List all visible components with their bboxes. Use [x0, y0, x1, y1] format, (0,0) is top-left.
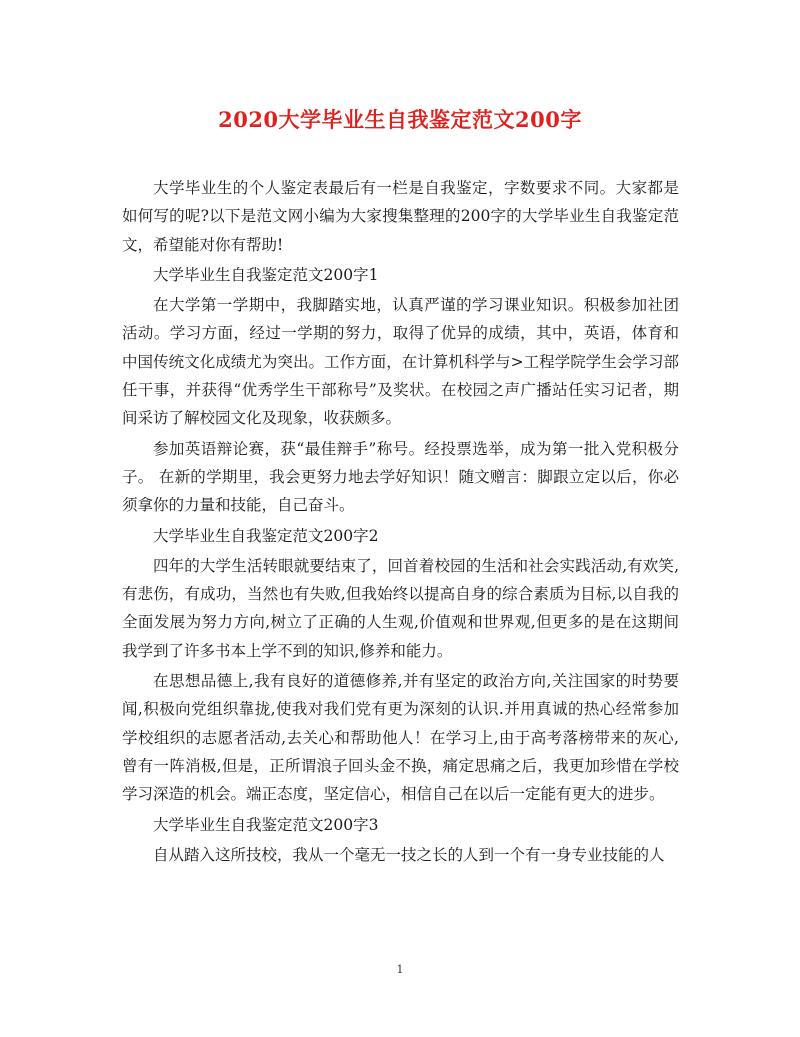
paragraph-section1-1: 在大学第一学期中，我脚踏实地，认真严谨的学习课业知识。积极参加社团活动。学习方面，经过一学期的努力，取得了优异的成绩，其中，英语，体育和中国传统文化成绩尤为突出。工作方面，在计算机科学与>工程学院学生会学习部任干事，并获得“优秀学生干部称号”及奖状。在校园之声广播站任实习记者，期间采访了解校园文化及现象，收获颇多。 [122, 296, 679, 428]
paragraph-section1-2: 参加英语辩论赛，获“最佳辩手”称号。经投票选举，成为第一批入党积极分子。 在新的学期里，我会更努力地去学好知识！随文赠言：脚跟立定以后，你必须拿你的力量和技能，自己奋斗。 [122, 439, 679, 515]
paragraph-intro: 大学毕业生的个人鉴定表最后有一栏是自我鉴定，字数要求不同。大家都是如何写的呢?以下是范文网小编为大家搜集整理的200字的大学毕业生自我鉴定范文，希望能对你有帮助! [122, 179, 679, 254]
paragraph-section2-1: 四年的大学生活转眼就要结束了，回首着校园的生活和社会实践活动,有欢笑,有悲伤，有成功，当然也有失败,但我始终以提高自身的综合素质为目标,以自我的全面发展为努力方向,树立了正确的人生观,价值观和世界观,但更多的是在这期间我学到了许多书本上学不到的知识,修养和能力。 [122, 556, 679, 660]
paragraph-section3-1: 自从踏入这所技校，我从一个毫无一技之长的人到一个有一身专业技能的人 [153, 845, 665, 864]
paragraph-section2-2: 在思想品德上,我有良好的道德修养,并有坚定的政治方向,关注国家的时势要闻,积极向党组织靠拢,使我对我们党有更为深刻的认识.并用真诚的热心经常参加学校组织的志愿者活动,去关心和帮助他人！在学习上,由于高考落榜带来的灰心,曾有一阵消极,但是，正所谓浪子回头金不换，痛定思痛之后，我更加珍惜在学校学习深造的机会。端正态度，坚定信心，相信自己在以后一定能有更大的进步。 [122, 672, 679, 804]
section-heading-2: 大学毕业生自我鉴定范文200字2 [153, 526, 379, 545]
section-heading-3: 大学毕业生自我鉴定范文200字3 [153, 815, 379, 834]
page-title: 2020大学毕业生自我鉴定范文200字 [218, 107, 582, 132]
document-body [122, 174, 679, 871]
section-heading-1: 大学毕业生自我鉴定范文200字1 [153, 265, 379, 284]
page-number: 1 [396, 963, 404, 976]
